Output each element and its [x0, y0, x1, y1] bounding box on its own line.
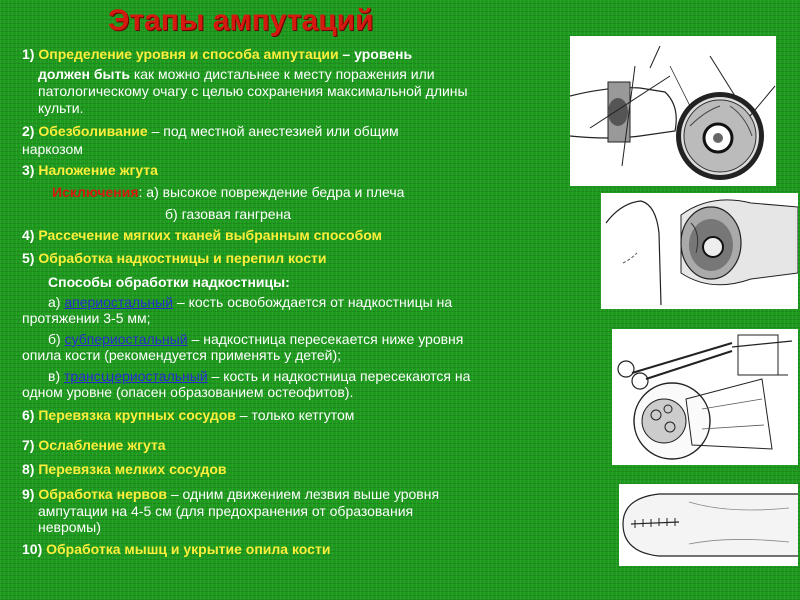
- step-1-heading: Определение уровня и способа ампутации: [38, 46, 339, 62]
- step-2-heading: Обезболивание: [38, 123, 148, 139]
- step-9-heading: Обработка нервов: [38, 486, 167, 502]
- method-c-line-2: одном уровне (опасен образованием остеофитов).: [22, 384, 354, 400]
- step-5-line-1: 5) Обработка надкостницы и перепил кости: [22, 250, 327, 266]
- step-9-line-2: ампутации на 4-5 см (для предохранения от образования: [38, 503, 414, 519]
- step-3-line-1: 3) Наложение жгута: [22, 162, 158, 178]
- step-3-exceptions-b: б) газовая гангрена: [165, 206, 292, 222]
- step-2-line-1: 2) Обезболивание – под местной анестезией или общим: [22, 123, 399, 139]
- step-10-heading: Обработка мышц и укрытие опила кости: [46, 541, 331, 557]
- step-3-heading: Наложение жгута: [38, 162, 158, 178]
- nerve-stump-drawing: [619, 484, 798, 566]
- step-4-line-1: 4) Рассечение мягких тканей выбранным способом: [22, 227, 382, 243]
- step-1-line-1: 1) Определение уровня и способа ампутации – уровень: [22, 46, 413, 62]
- shoulder-stump-illustration: [601, 193, 798, 309]
- nerve-stump-illustration: [619, 484, 798, 566]
- shoulder-stump-drawing: [601, 193, 798, 309]
- page-title: Этапы ампутаций: [108, 4, 374, 37]
- periosteum-methods-title: Способы обработки надкостницы:: [48, 274, 290, 290]
- bone-saw-drawing: [612, 329, 798, 465]
- step-1-line-4: культи.: [38, 100, 84, 116]
- limb-cross-section-illustration: [570, 36, 776, 186]
- bone-saw-illustration: [612, 329, 798, 465]
- step-9-line-1: 9) Обработка нервов – одним движением лезвия выше уровня: [22, 486, 440, 502]
- method-a-line-1: а) апериостальный – кость освобождается от надкостницы на: [48, 294, 453, 310]
- step-1-line-3: патологическому очагу с целью сохранения максимальной длины: [38, 83, 468, 99]
- step-7-heading: Ослабление жгута: [38, 437, 166, 453]
- subperiosteal-link[interactable]: субпериостальный: [64, 331, 188, 347]
- step-8-heading: Перевязка мелких сосудов: [38, 461, 227, 477]
- limb-cross-section-drawing: [570, 36, 776, 186]
- exceptions-label: Исключения: [52, 184, 139, 200]
- step-8-line-1: 8) Перевязка мелких сосудов: [22, 461, 227, 477]
- aperiosteal-link[interactable]: апериостальный: [64, 294, 174, 310]
- method-b-line-1: б) субпериостальный – надкостница пересекается ниже уровня: [48, 331, 464, 347]
- step-10-line-1: 10) Обработка мышц и укрытие опила кости: [22, 541, 331, 557]
- step-6-heading: Перевязка крупных сосудов: [38, 407, 236, 423]
- transperiosteal-link[interactable]: трансպериостальный: [64, 368, 208, 384]
- method-c-line-1: в) трансպериостальный – кость и надкостница пересекаются на: [48, 368, 471, 384]
- method-a-line-2: протяжении 3-5 мм;: [22, 310, 151, 326]
- step-9-line-3: невромы): [38, 519, 101, 535]
- step-1-line-2: должен быть как можно дистальнее к месту поражения или: [38, 66, 435, 82]
- step-2-line-2: наркозом: [22, 141, 83, 157]
- step-5-heading: Обработка надкостницы и перепил кости: [38, 250, 327, 266]
- step-7-line-1: 7) Ослабление жгута: [22, 437, 166, 453]
- method-b-line-2: опила кости (рекомендуется применять у детей);: [22, 347, 342, 363]
- step-3-exceptions-a: Исключения: а) высокое повреждение бедра и плеча: [52, 184, 405, 200]
- step-4-heading: Рассечение мягких тканей выбранным способом: [38, 227, 382, 243]
- step-6-line-1: 6) Перевязка крупных сосудов – только кетгутом: [22, 407, 355, 423]
